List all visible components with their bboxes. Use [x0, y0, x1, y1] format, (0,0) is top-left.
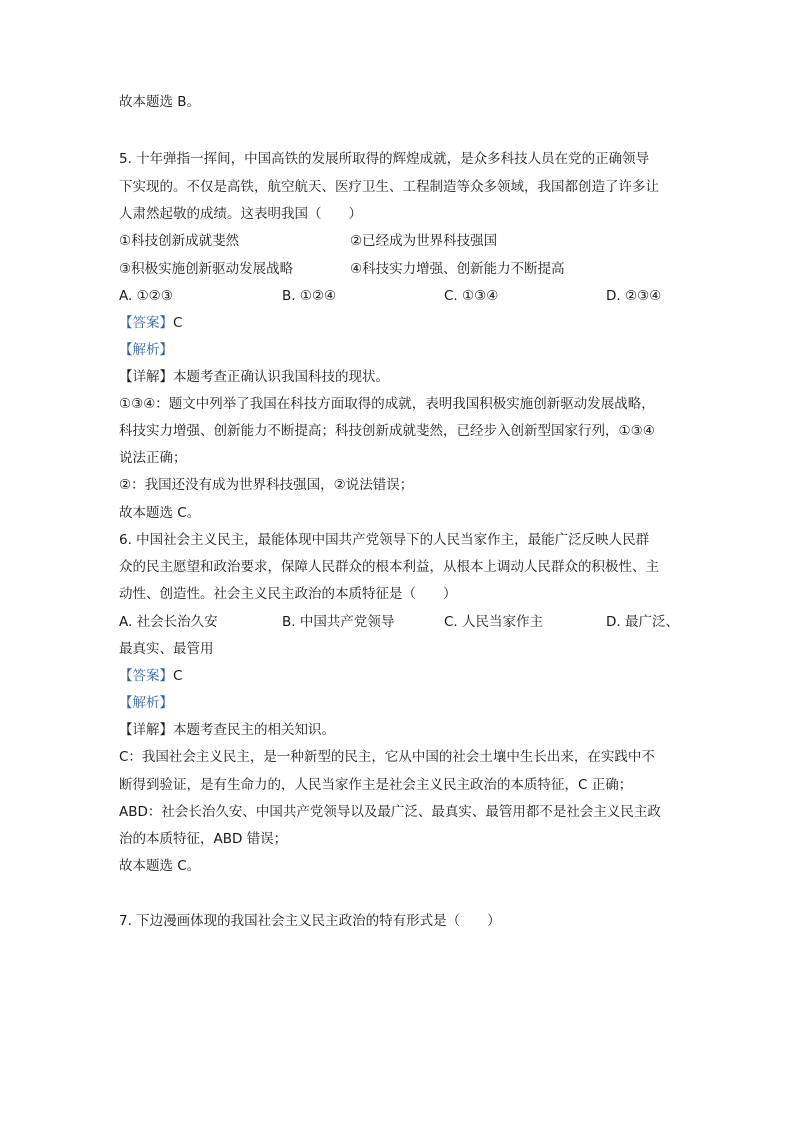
- q5-answer: [119, 317, 182, 331]
- answer-tag: 【答案】: [119, 668, 173, 684]
- q6-detail: [119, 724, 335, 738]
- detail-tag: 【详解】: [119, 722, 173, 738]
- detail-text: 本题考查民主的相关知识。: [173, 722, 335, 738]
- q5-item-3: ③积极实施创新驱动发展战略: [119, 261, 294, 277]
- q5-stem-line-2: 下实现的。不仅是高铁，航空航天、医疗卫生、工程制造等众多领域，我国都创造了许多让: [119, 179, 659, 195]
- q5-option-c: C. ①③④: [444, 288, 499, 304]
- detail-text: 本题考查正确认识我国科技的现状。: [173, 369, 389, 385]
- q6-option-d-continued: 最真实、最管用: [119, 641, 214, 657]
- q5-explain-line-2: 科技实力增强、创新能力不断提高；科技创新成就斐然，已经步入创新型国家行列，①③④: [119, 423, 655, 439]
- q5-item-2: ②已经成为世界科技强国: [350, 233, 498, 249]
- q5-option-a: A. ①②③: [119, 288, 173, 304]
- q6-option-c: C. 人民当家作主: [444, 614, 544, 630]
- q6-option-a: A. 社会长治久安: [119, 614, 218, 630]
- analysis-tag: 【解析】: [119, 695, 173, 711]
- q6-conclusion: 故本题选 C。: [119, 858, 201, 874]
- q6-stem-line-2: 众的民主愿望和政治要求，保障人民群众的根本利益，从根本上调动人民群众的积极性、主: [119, 559, 659, 575]
- q6-answer: [119, 670, 182, 684]
- q6-analysis: [119, 697, 173, 711]
- q5-stem-line-3: 人肃然起敬的成绩。这表明我国（ ）: [119, 206, 362, 222]
- prev-conclusion: 故本题选 B。: [119, 94, 201, 110]
- q6-explain-line-1: C：我国社会主义民主，是一种新型的民主，它从中国的社会土壤中生长出来，在实践中不: [119, 749, 655, 765]
- q6-stem-line-1: 6. 中国社会主义民主，最能体现中国共产党领导下的人民当家作主，最能广泛反映人民群: [119, 532, 650, 548]
- q5-conclusion: 故本题选 C。: [119, 505, 201, 521]
- answer-tag: 【答案】: [119, 315, 173, 331]
- q6-explain-line-4: 治的本质特征，ABD 错误；: [119, 831, 288, 847]
- q5-detail: [119, 371, 389, 385]
- q5-analysis: [119, 344, 173, 358]
- q6-option-d: D. 最广泛、: [606, 614, 679, 630]
- q5-option-d: D. ②③④: [606, 288, 662, 304]
- answer-value: C: [173, 315, 183, 331]
- q5-option-b: B. ①②④: [282, 288, 337, 304]
- q6-option-b: B. 中国共产党领导: [282, 614, 395, 630]
- q6-stem-line-3: 动性、创造性。社会主义民主政治的本质特征是（ ）: [119, 586, 457, 602]
- answer-value: C: [173, 668, 183, 684]
- q7-stem: 7. 下边漫画体现的我国社会主义民主政治的特有形式是（ ）: [119, 913, 501, 929]
- q6-explain-line-3: ABD：社会长治久安、中国共产党领导以及最广泛、最真实、最管用都不是社会主义民主政: [119, 804, 661, 820]
- q5-item-1: ①科技创新成就斐然: [119, 233, 240, 249]
- analysis-tag: 【解析】: [119, 342, 173, 358]
- q5-explain-line-3: 说法正确；: [119, 450, 187, 466]
- q5-item-4: ④科技实力增强、创新能力不断提高: [350, 261, 565, 277]
- q6-explain-line-2: 断得到验证，是有生命力的，人民当家作主是社会主义民主政治的本质特征，C 正确；: [119, 777, 633, 793]
- q5-explain-line-4: ②：我国还没有成为世界科技强国，②说法错误；: [119, 477, 414, 493]
- q5-explain-line-1: ①③④：题文中列举了我国在科技方面取得的成就，表明我国积极实施创新驱动发展战略，: [119, 396, 655, 412]
- q5-stem-line-1: 5. 十年弹指一挥间，中国高铁的发展所取得的辉煌成就，是众多科技人员在党的正确领导: [119, 151, 650, 167]
- detail-tag: 【详解】: [119, 369, 173, 385]
